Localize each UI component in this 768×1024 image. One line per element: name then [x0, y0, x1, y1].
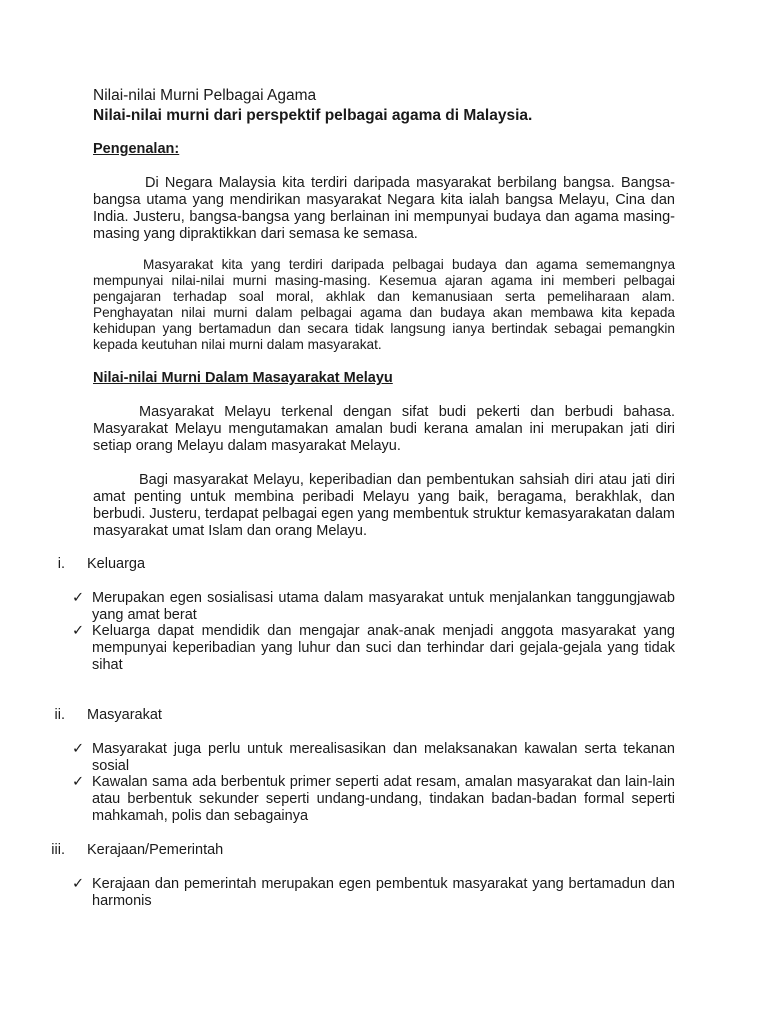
melayu-paragraph-1	[93, 404, 675, 455]
list-item	[72, 741, 675, 775]
melayu-paragraph-2-text: Bagi masyarakat Melayu, keperibadian dan pembentukan sahsiah diri atau jati diri amat penting untuk membina peribadi Melayu yang baik, beragama, berakhlak, dan berbudi. Justeru, terdapat pelbagai egen yang membentuk struktur kemasyarakatan dalam masyarakat umat Islam dan orang Melayu.	[93, 472, 675, 539]
list-item-text: Merupakan egen sosialisasi utama dalam masyarakat untuk menjalankan tanggungjawab yang amat berat	[92, 590, 675, 623]
checkmark-icon: ✓	[72, 623, 85, 639]
list-item-text: Kerajaan dan pemerintah merupakan egen pembentuk masyarakat yang bertamadun dan harmonis	[92, 876, 675, 909]
section-label: Masyarakat	[87, 707, 162, 723]
list-item-text: Masyarakat juga perlu untuk merealisasikan dan melaksanakan kawalan serta tekanan sosial	[92, 741, 675, 774]
intro-heading: Pengenalan:	[93, 141, 180, 157]
intro-paragraph-2-text: Masyarakat kita yang terdiri daripada pelbagai budaya dan agama sememangnya mempunyai nilai-nilai murni masing-masing. Kesemua ajaran agama ini memberi pelbagai pengajaran terhadap soal moral, akhlak dan kemanusiaan serta pemeliharaan alam. Penghayatan nilai murni dalam pelbagai agama dan budaya akan membawa kita kepada kehidupan yang bertamadun dan secara tidak langsung ianya bertindak sebagai pemangkin kepada keutuhan nilai murni dalam masyarakat.	[93, 257, 675, 352]
document-title: Nilai-nilai Murni Pelbagai Agama	[93, 87, 317, 104]
list-item-text: Kawalan sama ada berbentuk primer seperti adat resam, amalan masyarakat dan lain-lain atau berbentuk sekunder seperti undang-undang, tindakan badan-badan formal seperti mahkamah, polis dan sebagainya	[92, 774, 675, 824]
melayu-paragraph-1-text: Masyarakat Melayu terkenal dengan sifat budi pekerti dan berbudi bahasa. Masyarakat Melayu mengutamakan amalan budi kerana amalan ini merupakan jati diri setiap orang Melayu dalam masyarakat Melayu.	[93, 404, 675, 454]
list-item	[72, 623, 675, 674]
list-item-text: Keluarga dapat mendidik dan mengajar anak-anak menjadi anggota masyarakat yang mempunyai keperibadian yang luhur dan suci dan terhindar dari gejala-gejala yang tidak sihat	[92, 623, 675, 673]
list-item	[72, 876, 675, 910]
melayu-heading: Nilai-nilai Murni Dalam Masayarakat Melayu	[93, 370, 393, 386]
checkmark-icon: ✓	[72, 741, 85, 757]
intro-paragraph-1	[93, 175, 675, 243]
section-number: ii.	[54, 707, 65, 723]
list-item	[72, 774, 675, 825]
melayu-paragraph-2	[93, 472, 675, 540]
list-item	[72, 590, 675, 624]
section-number: i.	[57, 556, 65, 572]
checkmark-icon: ✓	[72, 774, 85, 790]
intro-paragraph-2	[93, 257, 675, 353]
intro-paragraph-1-text: Di Negara Malaysia kita terdiri daripada masyarakat berbilang bangsa. Bangsa-bangsa utama yang mendirikan masyarakat Negara kita ialah bangsa Melayu, Cina dan India. Justeru, bangsa-bangsa yang berlainan ini mempunyai budaya dan agama masing-masing yang dipraktikkan dari semasa ke semasa.	[93, 175, 675, 242]
section-number: iii.	[51, 842, 65, 858]
section-label: Kerajaan/Pemerintah	[87, 842, 224, 858]
section-label: Keluarga	[87, 556, 146, 572]
checkmark-icon: ✓	[72, 876, 85, 892]
checkmark-icon: ✓	[72, 590, 85, 606]
document-subtitle: Nilai-nilai murni dari perspektif pelbagai agama di Malaysia.	[93, 107, 533, 124]
